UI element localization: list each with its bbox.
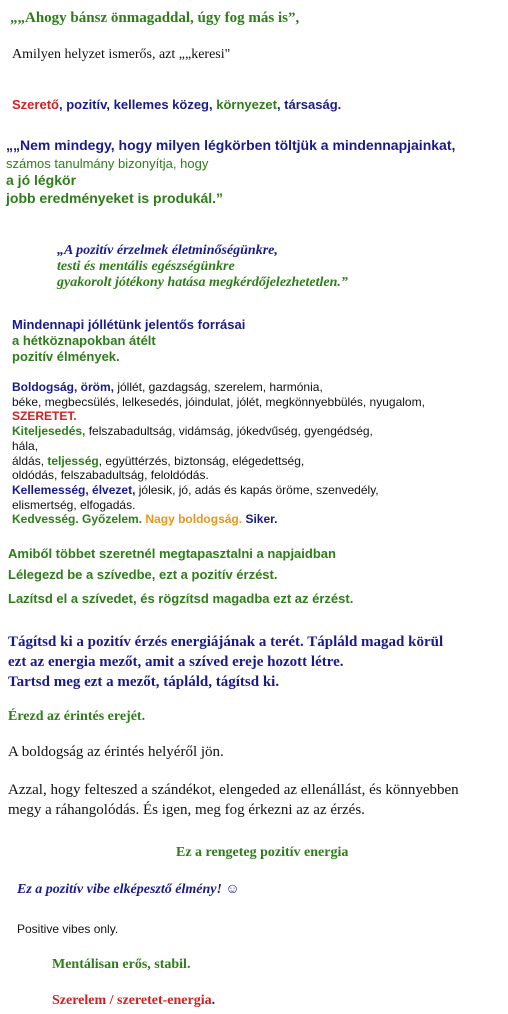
list-row bbox=[12, 424, 425, 439]
quote-emotions-line-1: „A pozitív érzelmek életminőségünkre, bbox=[57, 243, 278, 258]
list-row: béke, megbecsülés, lelkesedés, jóindulat, jólét, megkönnyebbülés, nyugalom, bbox=[12, 394, 425, 409]
expand-line-3: Tartsd meg ezt a mezőt, tápláld, tágítsd ki. bbox=[8, 674, 280, 690]
list-row bbox=[12, 483, 425, 498]
quote-atmosphere-line-1: „„Nem mindegy, hogy milyen légkörben töltjük a mindennapjainkat, bbox=[6, 137, 456, 153]
list-keyword: Kiteljesedés, bbox=[12, 424, 86, 439]
list-keyword: Nagy boldogság. bbox=[145, 512, 243, 527]
sources-line-2: a hétköznapokban átélt bbox=[12, 333, 156, 348]
list-row: elismertség, elfogadás. bbox=[12, 497, 136, 512]
positive-vibes-line: Positive vibes only. bbox=[17, 922, 119, 936]
environment-word-2: , pozitív, kellemes közeg, bbox=[58, 97, 217, 112]
mental-line: Mentálisan erős, stabil. bbox=[52, 957, 191, 972]
situation-line: Amilyen helyzet ismerős, azt „„keresi" bbox=[12, 47, 231, 62]
practice-line-1: Amiből többet szeretnél megtapasztalni a napjaidban bbox=[8, 546, 336, 561]
list-row bbox=[12, 454, 425, 469]
expand-block bbox=[8, 632, 443, 692]
quote-atmosphere-line-4: jobb eredményeket is produkál.” bbox=[6, 189, 224, 206]
intention-line-2: megy a ráhangolódás. És igen, meg fog érkezni az az érzés. bbox=[8, 802, 365, 818]
list-text: áldás, bbox=[12, 453, 48, 468]
love-line bbox=[52, 993, 215, 1009]
list-row: SZERETET. bbox=[12, 409, 77, 424]
practice-line-2: Lélegezd be a szívedbe, ezt a pozitív érzést. bbox=[8, 567, 278, 582]
love-text: Szerelem / szeretet-energia bbox=[52, 993, 212, 1008]
title-quote: „„Ahogy bánsz önmagaddal, úgy fog más is”, bbox=[10, 10, 300, 26]
list-keyword: Siker. bbox=[245, 512, 278, 527]
expand-line-2: ezt az energia mezőt, amit a szíved ereje hozott létre. bbox=[8, 654, 344, 670]
list-text: felszabadultság, vidámság, jókedvűség, gyengédség, bbox=[85, 424, 373, 439]
list-keyword: teljesség bbox=[47, 453, 99, 468]
environment-line bbox=[12, 97, 341, 112]
quote-atmosphere-line-2: számos tanulmány bizonyítja, hogy bbox=[6, 155, 209, 171]
quote-emotions-line-3: gyakorolt jótékony hatása megkérdőjelezhetetlen.” bbox=[57, 275, 348, 290]
intention-line-1: Azzal, hogy felteszed a szándékot, elengeded az ellenállást, és könnyebben bbox=[8, 782, 459, 798]
quote-atmosphere bbox=[6, 137, 455, 207]
practice-line-3: Lazítsd el a szívedet, és rögzítsd magadba ezt az érzést. bbox=[8, 591, 354, 606]
energy-line: Ez a rengeteg pozitív energia bbox=[176, 845, 349, 860]
list-row: oldódás, felszabadultság, feloldódás. bbox=[12, 468, 209, 483]
sources-line-1: Mindennapi jóllétünk jelentős forrásai bbox=[12, 317, 246, 332]
environment-word-3: környezet bbox=[216, 97, 277, 112]
touch-power-line: Érezd az érintés erejét. bbox=[8, 709, 146, 724]
quote-atmosphere-line-3: a jó légkör bbox=[6, 172, 77, 188]
environment-word-1: Szerető bbox=[12, 97, 59, 112]
sources-line-3: pozitív élmények. bbox=[12, 349, 120, 364]
list-text: jólesik, jó, adás és kapás öröme, szenvedély, bbox=[135, 482, 379, 497]
sources-block bbox=[12, 317, 245, 365]
list-row bbox=[12, 512, 425, 527]
list-row: hála, bbox=[12, 438, 39, 453]
quote-emotions-line-2: testi és mentális egészségünkre bbox=[57, 259, 235, 274]
list-keyword: Kellemesség, élvezet, bbox=[12, 482, 136, 497]
quote-emotions bbox=[57, 243, 348, 291]
expand-line-1: Tágítsd ki a pozitív érzés energiájának a terét. Tápláld magad körül bbox=[8, 634, 444, 650]
vibe-line: Ez a pozitív vibe elképesztő élmény! ☺ bbox=[17, 882, 240, 897]
list-keyword: Boldogság, öröm, bbox=[12, 380, 114, 394]
list-text: , együttérzés, biztonság, elégedettség, bbox=[98, 453, 305, 468]
love-period: . bbox=[211, 993, 216, 1008]
list-text: jóllét, gazdagság, szerelem, harmónia, bbox=[114, 380, 323, 394]
list-row bbox=[12, 380, 425, 395]
intention-block bbox=[8, 780, 459, 820]
emotions-list bbox=[12, 380, 425, 527]
happiness-line: A boldogság az érintés helyéről jön. bbox=[8, 744, 224, 760]
environment-word-4: , társaság. bbox=[276, 97, 342, 112]
list-keyword: Kedvesség. Győzelem. bbox=[12, 512, 143, 527]
